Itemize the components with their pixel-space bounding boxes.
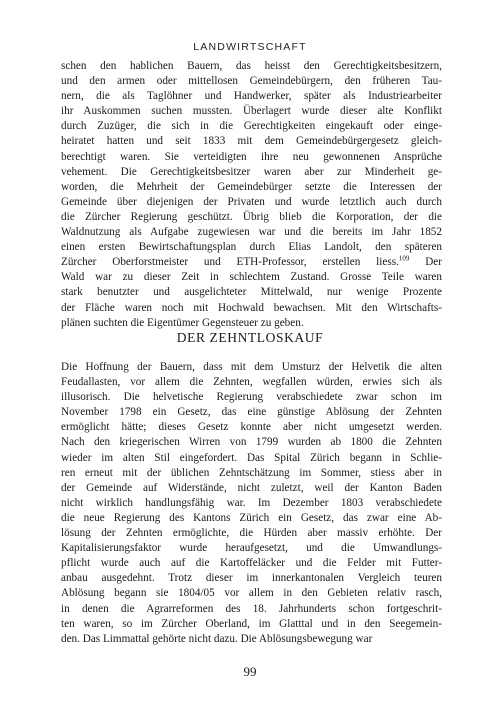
- text-line: [61, 466, 442, 481]
- text-line: [61, 150, 442, 165]
- line-text: November 1798 ein Gesetz, das eine günstige Ablösung der Zehnten: [61, 406, 442, 419]
- text-line: [61, 225, 442, 240]
- line-text: Gemeinde über diejenigen der Privaten und wurde letztlich auch durch: [61, 195, 442, 208]
- page-number: 99: [243, 664, 257, 679]
- line-text: die neue Regierung des Kantons Zürich ein Gesetz, das zwar eine Ab-: [61, 511, 442, 524]
- line-text: nicht wirklich handlungsfähig war. Im Dezember 1803 verabschiedete: [61, 496, 442, 509]
- section-heading: DER ZEHNTLOSKAUF: [176, 330, 324, 345]
- text-line: [61, 451, 442, 466]
- text-line: [61, 571, 442, 586]
- line-text: ren erneut mit der üblichen Zehntschätzung im Sommer, stiess aber in: [61, 466, 442, 479]
- line-text: lösung der Zehnten ermöglichte, die Hürden aber massiv erhöhte. Der: [61, 527, 442, 540]
- text-line: [61, 74, 442, 89]
- line-text: der Fläche waren noch mit Hochwald bewachsen. Mit den Wirtschafts-: [61, 301, 442, 314]
- line-text: Ablösung begann sie 1804/05 vor allem in den Gebieten relativ rasch,: [61, 587, 442, 600]
- text-line: [61, 390, 442, 405]
- text-line: [61, 210, 442, 225]
- line-text: pflicht wurde auch auf die Kartoffeläcker und die Felder mit Futter-: [61, 557, 442, 570]
- line-text: einen ersten Bewirtschaftungsplan durch Elias Landolt, den späteren: [61, 241, 442, 254]
- text-line: [61, 270, 442, 285]
- text-line: [61, 435, 442, 450]
- line-text: die Zürcher Regierung geschützt. Übrig blieb die Korporation, der die: [61, 210, 442, 223]
- line-text: wieder im alten Stil eingefordert. Das Spital Zürich begann in Schlie-: [61, 451, 442, 464]
- line-text: in denen die Agrarreformen des 18. Jahrhunderts schon fortgeschrit-: [61, 602, 442, 615]
- text-line: [61, 59, 442, 74]
- text-line: [61, 617, 442, 632]
- text-line: [61, 632, 442, 647]
- text-line: [61, 119, 442, 134]
- text-line: [61, 301, 442, 316]
- text-line: [61, 180, 442, 195]
- line-text: durch Zuzüger, die sich in die Gerechtigkeiten eingekauft oder einge-: [61, 120, 442, 133]
- line-text: Wald war zu dieser Zeit in schlechtem Zustand. Grosse Teile waren: [61, 271, 442, 284]
- line-text: plänen suchten die Eigentümer Gegensteuer zu geben.: [61, 316, 304, 329]
- line-text: Feudallasten, vor allem die Zehnten, wegfallen würden, erwies sich als: [61, 376, 442, 389]
- line-text: Kapitalisierungsfaktor wurde heraufgesetzt, und die Umwandlungs-: [61, 542, 442, 555]
- line-text: den. Das Limmattal gehörte nicht dazu. Die Ablösungsbewegung war: [61, 632, 373, 645]
- line-text: heiratet hatten und seit 1833 mit dem Gemeindebürgergesetz gleich-: [61, 135, 442, 148]
- text-line: [61, 104, 442, 119]
- text-line: [61, 195, 442, 210]
- line-text: nern, die als Taglöhner und Handwerker, später als Industriearbeiter: [61, 90, 442, 103]
- line-text: schen den hablichen Bauern, das heisst den Gerechtigkeitsbesitzern,: [61, 60, 442, 72]
- line-text-after-footnote: Der: [409, 256, 442, 269]
- text-line: [61, 405, 442, 420]
- text-line: [61, 496, 442, 511]
- line-text: Nach den kriegerischen Wirren von 1799 wurden ab 1800 die Zehnten: [61, 436, 442, 449]
- line-text: Waldnutzung als Aufgabe zugewiesen war und die bereits im Jahr 1852: [61, 226, 442, 239]
- text-line: [61, 481, 442, 496]
- line-text: stark benutzter und ausgelichteter Mittelwald, nur wenige Prozente: [61, 286, 442, 299]
- text-line: [61, 420, 442, 435]
- line-text: worden, die Mehrheit der Gemeindebürger setzte die Interessen der: [61, 180, 442, 193]
- text-line: [61, 165, 442, 180]
- text-line: [61, 316, 442, 331]
- text-line: [61, 541, 442, 556]
- text-line: [61, 511, 442, 526]
- line-text: der Gemeinde auf Widerstände, nicht zuletzt, weil der Kanton Baden: [61, 481, 442, 494]
- text-line: [61, 526, 442, 541]
- running-head: LANDWIRTSCHAFT: [193, 41, 307, 53]
- line-text: und den armen oder mittellosen Gemeindebürgern, den früheren Tau-: [61, 75, 442, 88]
- line-text: anbau ausgedehnt. Trotz dieser im innerkantonalen Vergleich teuren: [61, 572, 442, 585]
- text-line: [61, 134, 442, 149]
- line-text: Die Hoffnung der Bauern, dass mit dem Umsturz der Helvetik die alten: [61, 361, 442, 373]
- text-line: [61, 602, 442, 617]
- paragraph-zehntloskauf: [61, 360, 442, 647]
- text-line: [61, 89, 442, 104]
- paragraph-continued: [61, 59, 442, 331]
- line-text: ermöglicht hätte; dieses Gesetz konnte aber nicht umgesetzt werden.: [61, 421, 442, 434]
- text-line: [61, 240, 442, 255]
- text-line: [61, 285, 442, 300]
- text-line: [61, 360, 442, 375]
- text-line: [61, 586, 442, 601]
- line-text: ihr Auskommen suchen mussten. Überlagert wurde dieser alte Konflikt: [61, 105, 442, 118]
- line-text: illusorisch. Die helvetische Regierung verabschiedete zwar schon im: [61, 391, 442, 404]
- text-line: [61, 375, 442, 390]
- line-text: berechtigt waren. Sie verteidigten ihre neu gewonnenen Ansprüche: [61, 150, 442, 163]
- text-line: [61, 255, 442, 270]
- line-text: Zürcher Oberforstmeister und ETH-Professor, erstellen liess.: [61, 256, 399, 269]
- footnote-reference[interactable]: 109: [398, 254, 410, 263]
- line-text: vehement. Die Gerechtigkeitsbesitzer waren aber zur Minderheit ge-: [61, 165, 442, 178]
- text-line: [61, 556, 442, 571]
- line-text: ten waren, so im Zürcher Oberland, im Glatttal und in den Seegemein-: [61, 617, 442, 630]
